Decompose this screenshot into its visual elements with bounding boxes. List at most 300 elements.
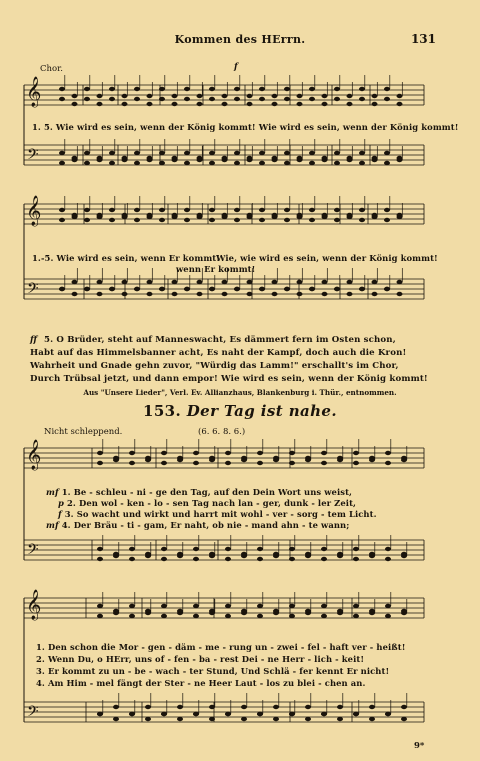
chorus-system-1-bass-note [359, 161, 365, 165]
chorus-system-1-bass-note [84, 151, 90, 155]
chorus-system-2-bass-note [247, 280, 253, 284]
chorus-system-2-bass-note [397, 292, 403, 296]
hymn-system-2-treble-note [369, 609, 375, 613]
hymn-system-1-treble-note [385, 461, 391, 465]
chorus-system-1-bass-note [197, 156, 203, 160]
signature-mark: 9* [414, 741, 425, 751]
chorus-system-2-bass-note [209, 287, 215, 291]
chorus-system-2-bass-note [359, 287, 365, 291]
chorus-system-2-treble-note [259, 208, 265, 212]
hymn-system-2-bass-note [337, 705, 343, 709]
chorus-system-1-treble-note [159, 97, 165, 101]
hymn-system-2-bass-note [369, 705, 375, 709]
chorus-system-1-treble-note [372, 102, 378, 106]
chorus-system-1-bass-note [372, 156, 378, 160]
chorus-system-2-treble-note [322, 213, 328, 217]
hymn-system-1-bass-note [353, 547, 359, 551]
hymn-system-1-treble-note [321, 461, 327, 465]
chorus-system-2-bass-note [84, 287, 90, 291]
chorus-system-1-bass-note [72, 156, 78, 160]
hymn-system-2-treble-note [289, 604, 295, 608]
chorus-system-2-bass-note [297, 280, 303, 284]
chorus-system-2-bass-note [122, 292, 128, 296]
hymn-system-1-treble-note [289, 461, 295, 465]
hymn-number: 153. [143, 402, 182, 420]
chorus-system-1-treble-note [284, 87, 290, 91]
hymn-system-1-bass-note [289, 557, 295, 561]
chorus-system-1-bass-note [384, 151, 390, 155]
chorus-system-1-treble-note [109, 87, 115, 91]
hymn-system-2-bass-note [401, 717, 407, 721]
hymn-system-1-bass-note [129, 557, 135, 561]
hymn-system-1-bass-note [97, 547, 103, 551]
chorus-system-1-treble-note [72, 102, 78, 106]
page-number: 131 [410, 32, 436, 46]
chorus-system-2-treble-note [222, 213, 228, 217]
hymn-system-2-bass-clef: 𝄢 [27, 703, 39, 724]
hymn-system-2-bass-note [225, 712, 231, 716]
hymn-system-1-treble-note [257, 461, 263, 465]
hymn-system-2-bass-note [209, 705, 215, 709]
stanza-b-line-4: 4. Am Him - mel fängt der Ster - ne Heer Laut - los zu blei - chen an. [36, 678, 366, 688]
chorus-system-1-bass-note [284, 161, 290, 165]
chorus-system-2-treble-note [209, 208, 215, 212]
chorus-system-1-bass-note [272, 156, 278, 160]
hymn-system-1-bass-clef: 𝄢 [27, 541, 39, 562]
hymn-system-2-bass-note [353, 712, 359, 716]
hymn-system-2-bass-note [177, 717, 183, 721]
chorus-system-2-treble-note [59, 218, 65, 222]
chorus-system-2-bass-note [222, 280, 228, 284]
chorus-system-1-treble-note [59, 87, 65, 91]
chorus-system-1-bass-note [259, 151, 265, 155]
hymn-system-1-bass-note [273, 552, 279, 556]
chorus-system-2-bass-note [397, 280, 403, 284]
chorus-system-1-treble-note [347, 94, 353, 98]
choir-label: Chor. [40, 64, 63, 74]
hymn-system-2-bass-note [145, 717, 151, 721]
verse5-line-4: Durch Trübsal jetzt, und dann empor! Wie wird es sein, wenn der König kommt! [30, 374, 428, 384]
chorus-system-2-treble-note [134, 218, 140, 222]
hymn-system-1-treble-note [385, 451, 391, 455]
chorus-system-1-bass-note [122, 156, 128, 160]
hymn-system-1-treble-note [177, 456, 183, 460]
hymn-system-1-treble-note [193, 451, 199, 455]
chorus-system-1-bass-note [397, 156, 403, 160]
chorus-system-2-bass-note [59, 287, 65, 291]
chorus-system-1-treble-note [297, 94, 303, 98]
chorus-system-1-bass-note [172, 156, 178, 160]
hymn-system-1-bass-note [385, 557, 391, 561]
chorus-system-2-bass-note [197, 280, 203, 284]
hymn-system-1-bass-note [209, 552, 215, 556]
hymn-system-1-bass-note [401, 552, 407, 556]
hymn-system-2-treble-note [289, 614, 295, 618]
chorus-system-1-treble-note [172, 94, 178, 98]
chorus-system-2-treble-note [359, 218, 365, 222]
chorus-system-2-treble-note [122, 213, 128, 217]
chorus-system-1-treble-note [247, 102, 253, 106]
chorus-system-2-treble-note [259, 218, 265, 222]
hymn-system-2-bass-note [161, 712, 167, 716]
hymn-system-1-bass-note [369, 552, 375, 556]
hymn-system-2-treble-note [321, 614, 327, 618]
chorus-system-1-treble-note [134, 97, 140, 101]
hymn-system-1-treble-note [225, 451, 231, 455]
hymn-system-2-treble-note [241, 609, 247, 613]
chorus-system-2-treble-note [384, 208, 390, 212]
chorus-system-1-treble-clef: 𝄞 [26, 77, 42, 107]
chorus-system-1-bass-note [334, 151, 340, 155]
chorus-system-2-bass-note [72, 292, 78, 296]
chorus-system-1-treble-note [234, 87, 240, 91]
hymn-system-2-bass-note [321, 712, 327, 716]
chorus-system-1-bass-note [347, 156, 353, 160]
hymn-system-2-treble-note [273, 609, 279, 613]
hymn-system-2-treble-note [225, 614, 231, 618]
hymn-system-2-treble-note [401, 609, 407, 613]
hymn-system-2-treble-note [161, 614, 167, 618]
chorus-system-2-treble-note [234, 208, 240, 212]
chorus-system-1-treble-note [359, 87, 365, 91]
chorus-system-1-treble-note [222, 94, 228, 98]
verse5-dynamic: ff [30, 335, 38, 345]
hymn-system-1-bass-note [337, 552, 343, 556]
chorus-system-2-bass-note [172, 280, 178, 284]
hymn-system-2-bass-note [305, 705, 311, 709]
hymn-system-1-treble-note [129, 451, 135, 455]
hymn-system-2-treble-note [385, 604, 391, 608]
hymn-system-1-treble-clef: 𝄞 [26, 440, 42, 470]
chorus-system-2-bass-note [247, 292, 253, 296]
chorus-system-2-bass-note [147, 280, 153, 284]
chorus-system-2-bass-note [184, 287, 190, 291]
chorus-system-2-treble-note [272, 213, 278, 217]
chorus-system-1-treble-note [272, 102, 278, 106]
hymn-system-2-treble-note [129, 614, 135, 618]
chorus-system-2-treble-note [59, 208, 65, 212]
chorus-system-2-bass-note [197, 292, 203, 296]
chorus-system-2-treble-note [284, 218, 290, 222]
chorus-system-1-bass-note [84, 161, 90, 165]
chorus-system-1-treble-note [97, 102, 103, 106]
chorus-system-1-treble-note [334, 97, 340, 101]
hymn-system-1-bass-note [257, 547, 263, 551]
hymn-system-1-bass-note [305, 552, 311, 556]
chorus-system-2-bass-note [97, 292, 103, 296]
chorus-system-1-treble-note [184, 97, 190, 101]
chorus-system-1-treble-note [197, 94, 203, 98]
chorus-system-1-bass-note [184, 151, 190, 155]
chorus-system-2-treble-note [159, 208, 165, 212]
chorus-system-1-treble-note [334, 87, 340, 91]
chorus-system-2-bass-note [322, 280, 328, 284]
chorus-system-1-treble-note [372, 94, 378, 98]
hymn-system-2-bass-note [273, 705, 279, 709]
hymn-system-1-treble-note [161, 461, 167, 465]
hymn-system-2-treble-note [161, 604, 167, 608]
chorus-system-2-bass-note [72, 280, 78, 284]
hymn-system-2-bass-note [273, 717, 279, 721]
chorus-system-1-bass-note [209, 151, 215, 155]
hymn-system-2-treble-note [193, 614, 199, 618]
chorus-system-2-bass-note [97, 280, 103, 284]
hymn-system-2-treble-note [321, 604, 327, 608]
hymn-system-2-treble-note [337, 609, 343, 613]
hymn-system-1-treble-note [113, 456, 119, 460]
hymn-system-2-treble-note [97, 614, 103, 618]
chorus-system-1-bass-note [134, 161, 140, 165]
chorus-system-2-treble-note [234, 218, 240, 222]
hymn-system-1-bass-note [193, 547, 199, 551]
hymn-system-1-treble-note [353, 451, 359, 455]
hymn-system-1-treble-note [337, 456, 343, 460]
hymn-system-2-treble-note [257, 604, 263, 608]
chorus-system-1-treble-note [159, 87, 165, 91]
chorus-system-1-treble-note [309, 87, 315, 91]
chorus-system-1-bass-note [384, 161, 390, 165]
chorus-system-2-treble-note [84, 208, 90, 212]
chorus-system-2-bass-note [259, 287, 265, 291]
hymn-system-1-bass-note [385, 547, 391, 551]
chorus-system-1-treble-note [259, 87, 265, 91]
hymn-system-2-treble-note [177, 609, 183, 613]
chorus-system-2-treble-note [84, 218, 90, 222]
hymn-system-1-bass-note [129, 547, 135, 551]
chorus-system-1-bass-note [284, 151, 290, 155]
hymn-system-2-bass-note [209, 717, 215, 721]
running-title: Kommen des HErrn. [174, 33, 306, 46]
chorus-lyric-line-2a: 1.-5. Wie wird es sein, wenn Er kommt! [32, 253, 221, 263]
verse5-line-1: 5. O Brüder, steht auf Manneswacht, Es dämmert fern im Osten schon, [44, 335, 396, 345]
chorus-system-1-treble-note [122, 102, 128, 106]
hymn-system-2-bass-note [129, 712, 135, 716]
hymn-system-1-bass-note [225, 547, 231, 551]
chorus-system-1-bass-note [359, 151, 365, 155]
chorus-system-2-treble-note [197, 213, 203, 217]
hymn-system-2-bass-note [241, 717, 247, 721]
chorus-system-1-bass-note [159, 161, 165, 165]
hymn-system-1-treble-note [129, 461, 135, 465]
hymn-system-1-bass-note [161, 547, 167, 551]
chorus-system-1-treble-note [97, 94, 103, 98]
chorus-system-2-treble-note [334, 208, 340, 212]
hymn-system-1-bass-note [257, 557, 263, 561]
hymn-system-1-bass-note [289, 547, 295, 551]
chorus-system-2-bass-note [309, 287, 315, 291]
hymn-system-2-bass-note [289, 712, 295, 716]
hymn-system-1-treble-note [225, 461, 231, 465]
chorus-system-2-treble-note [97, 213, 103, 217]
chorus-system-1-treble-note [322, 94, 328, 98]
hymn-system-2-treble-note [385, 614, 391, 618]
chorus-system-2-treble-clef: 𝄞 [26, 196, 42, 226]
chorus-system-1-bass-note [234, 151, 240, 155]
chorus-system-2-bass-note [334, 287, 340, 291]
chorus-system-1-bass-note [309, 161, 315, 165]
hymn-system-2-treble-note [209, 609, 215, 613]
chorus-system-1-treble-note [234, 97, 240, 101]
hymn-system-1-bass-note [321, 547, 327, 551]
hymn-system-2-bass-note [193, 712, 199, 716]
chorus-system-1-bass-note [334, 161, 340, 165]
chorus-system-2-bass-clef: 𝄢 [27, 280, 39, 301]
hymn-title: Der Tag ist nahe. [186, 402, 337, 420]
hymn-system-1-treble-note [145, 456, 151, 460]
hymn-system-1-treble-note [353, 461, 359, 465]
chorus-system-1-treble-note [284, 97, 290, 101]
stanza-a-line-3: f 3. So wacht und wirkt und harrt mit wohl - ver - sorg - tem Licht. [58, 509, 377, 519]
chorus-system-2-treble-note [309, 208, 315, 212]
chorus-system-1-bass-note [322, 156, 328, 160]
hymn-system-2-bass-note [385, 712, 391, 716]
chorus-system-2-treble-note [384, 218, 390, 222]
chorus-system-2-treble-note [159, 218, 165, 222]
chorus-system-1-bass-clef: 𝄢 [27, 146, 39, 167]
chorus-system-2-bass-note [122, 280, 128, 284]
chorus-system-1-treble-note [309, 97, 315, 101]
chorus-system-1-treble-note [384, 97, 390, 101]
hymn-system-2-bass-note [241, 705, 247, 709]
chorus-system-2-treble-note [134, 208, 140, 212]
hymn-system-2-treble-note [257, 614, 263, 618]
hymn-system-1-bass-note [353, 557, 359, 561]
source-credit: Aus "Unsere Lieder", Verl. Ev. Allianzhaus, Blankenburg i. Thür., entnommen. [83, 388, 397, 397]
hymn-system-1-treble-note [97, 451, 103, 455]
hymn-system-1-treble-note [289, 451, 295, 455]
chorus-system-1-treble-note [384, 87, 390, 91]
chorus-system-1-treble-note [172, 102, 178, 106]
chorus-system-2-treble-note [109, 208, 115, 212]
chorus-system-2-bass-note [109, 287, 115, 291]
chorus-system-2-treble-note [109, 218, 115, 222]
tempo-marking: Nicht schleppend. [44, 427, 123, 437]
hymn-system-2-bass-note [305, 717, 311, 721]
chorus-system-1-treble-note [209, 97, 215, 101]
chorus-system-2-bass-note [159, 287, 165, 291]
chorus-system-1-treble-note [184, 87, 190, 91]
hymn-system-1-treble-note [321, 451, 327, 455]
chorus-system-2-treble-note [209, 218, 215, 222]
hymn-system-1-bass-note [177, 552, 183, 556]
chorus-system-1-treble-note [347, 102, 353, 106]
hymn-system-1-bass-note [97, 557, 103, 561]
hymn-system-2-treble-note [113, 609, 119, 613]
hymn-system-2-treble-note [145, 609, 151, 613]
chorus-system-2-bass-note [147, 292, 153, 296]
hymn-system-2-treble-note [353, 604, 359, 608]
chorus-system-2-bass-note [284, 287, 290, 291]
chorus-system-1-bass-note [309, 151, 315, 155]
verse5-line-2: Habt auf das Himmelsbanner acht, Es naht der Kampf, doch auch die Kron! [30, 348, 407, 358]
chorus-system-2-bass-note [372, 280, 378, 284]
hymn-system-1-bass-note [193, 557, 199, 561]
chorus-system-2-bass-note [234, 287, 240, 291]
chorus-system-2-treble-note [297, 213, 303, 217]
hymn-system-2-bass-note [113, 717, 119, 721]
chorus-system-1-bass-note [159, 151, 165, 155]
chorus-system-1-bass-note [59, 151, 65, 155]
hymn-system-2-treble-note [129, 604, 135, 608]
chorus-system-2-bass-note [222, 292, 228, 296]
chorus-system-2-treble-note [184, 208, 190, 212]
hymn-system-2-bass-note [177, 705, 183, 709]
chorus-system-2-treble-note [397, 213, 403, 217]
hymn-system-1-bass-note [145, 552, 151, 556]
chorus-system-1-bass-note [247, 156, 253, 160]
chorus-system-1-bass-note [234, 161, 240, 165]
chorus-system-2-treble-note [172, 213, 178, 217]
stanza-a-line-2: p 2. Den wol - ken - lo - sen Tag nach lan - ger, dunk - ler Zeit, [58, 498, 357, 508]
chorus-system-2-bass-note [172, 292, 178, 296]
chorus-system-1-bass-note [134, 151, 140, 155]
chorus-system-1-bass-note [147, 156, 153, 160]
chorus-system-1-treble-note [84, 97, 90, 101]
hymn-system-2-treble-note [225, 604, 231, 608]
chorus-system-1-treble-note [322, 102, 328, 106]
hymn-system-2-bass-note [145, 705, 151, 709]
chorus-system-2-treble-note [359, 208, 365, 212]
hymn-system-2-bass-note [257, 712, 263, 716]
chorus-system-1-treble-note [84, 87, 90, 91]
hymn-system-2-bass-note [337, 717, 343, 721]
chorus-system-1-treble-note [72, 94, 78, 98]
chorus-system-2-treble-note [147, 213, 153, 217]
hymn-system-2-treble-note [193, 604, 199, 608]
chorus-system-1-treble-note [59, 97, 65, 101]
dynamic-forte: f [234, 62, 238, 72]
hymn-system-1-treble-note [273, 456, 279, 460]
chorus-lyric-line-1: 1. 5. Wie wird es sein, wenn der König kommt! Wie wird es sein, wenn der König kommt! [32, 122, 459, 132]
chorus-system-1-treble-note [272, 94, 278, 98]
hymn-system-2-treble-note [353, 614, 359, 618]
hymn-system-1-treble-note [97, 461, 103, 465]
hymn-system-1-treble-note [369, 456, 375, 460]
hymn-system-1-bass-note [113, 552, 119, 556]
chorus-system-2-bass-note [347, 280, 353, 284]
chorus-system-2-treble-note [284, 208, 290, 212]
chorus-system-1-treble-note [297, 102, 303, 106]
chorus-system-1-treble-note [109, 97, 115, 101]
chorus-system-1-bass-note [297, 156, 303, 160]
hymn-system-1-treble-note [305, 456, 311, 460]
stanza-a-line-4: mf 4. Der Bräu - ti - gam, Er naht, ob nie - mand ahn - te wann; [46, 520, 350, 530]
chorus-system-2-bass-note [384, 287, 390, 291]
hymn-system-1-treble-note [401, 456, 407, 460]
hymn-system-1-bass-note [321, 557, 327, 561]
chorus-lyric-line-2b: Wie, wie wird es sein, wenn der König kommt! [216, 253, 438, 263]
chorus-system-2-treble-note [72, 213, 78, 217]
chorus-system-2-bass-note [347, 292, 353, 296]
chorus-system-1-bass-note [184, 161, 190, 165]
hymn-system-1-treble-note [161, 451, 167, 455]
hymn-system-2-bass-note [113, 705, 119, 709]
stanza-a-line-1: mf 1. Be - schleu - ni - ge den Tag, auf den Dein Wort uns weist, [46, 487, 353, 497]
chorus-system-2-bass-note [272, 280, 278, 284]
chorus-system-1-treble-note [359, 97, 365, 101]
hymn-system-2-treble-note [97, 604, 103, 608]
chorus-system-2-bass-note [134, 287, 140, 291]
stanza-b-line-2: 2. Wenn Du, o HErr, uns of - fen - ba - rest Dei - ne Herr - lich - keit! [36, 654, 365, 664]
chorus-system-1-bass-note [259, 161, 265, 165]
chorus-system-2-treble-note [184, 218, 190, 222]
chorus-system-2-bass-note [322, 292, 328, 296]
chorus-system-1-bass-note [109, 151, 115, 155]
chorus-system-1-treble-note [397, 94, 403, 98]
hymn-system-1-treble-note [257, 451, 263, 455]
hymn-system-1-bass-note [241, 552, 247, 556]
chorus-system-1-treble-note [147, 102, 153, 106]
